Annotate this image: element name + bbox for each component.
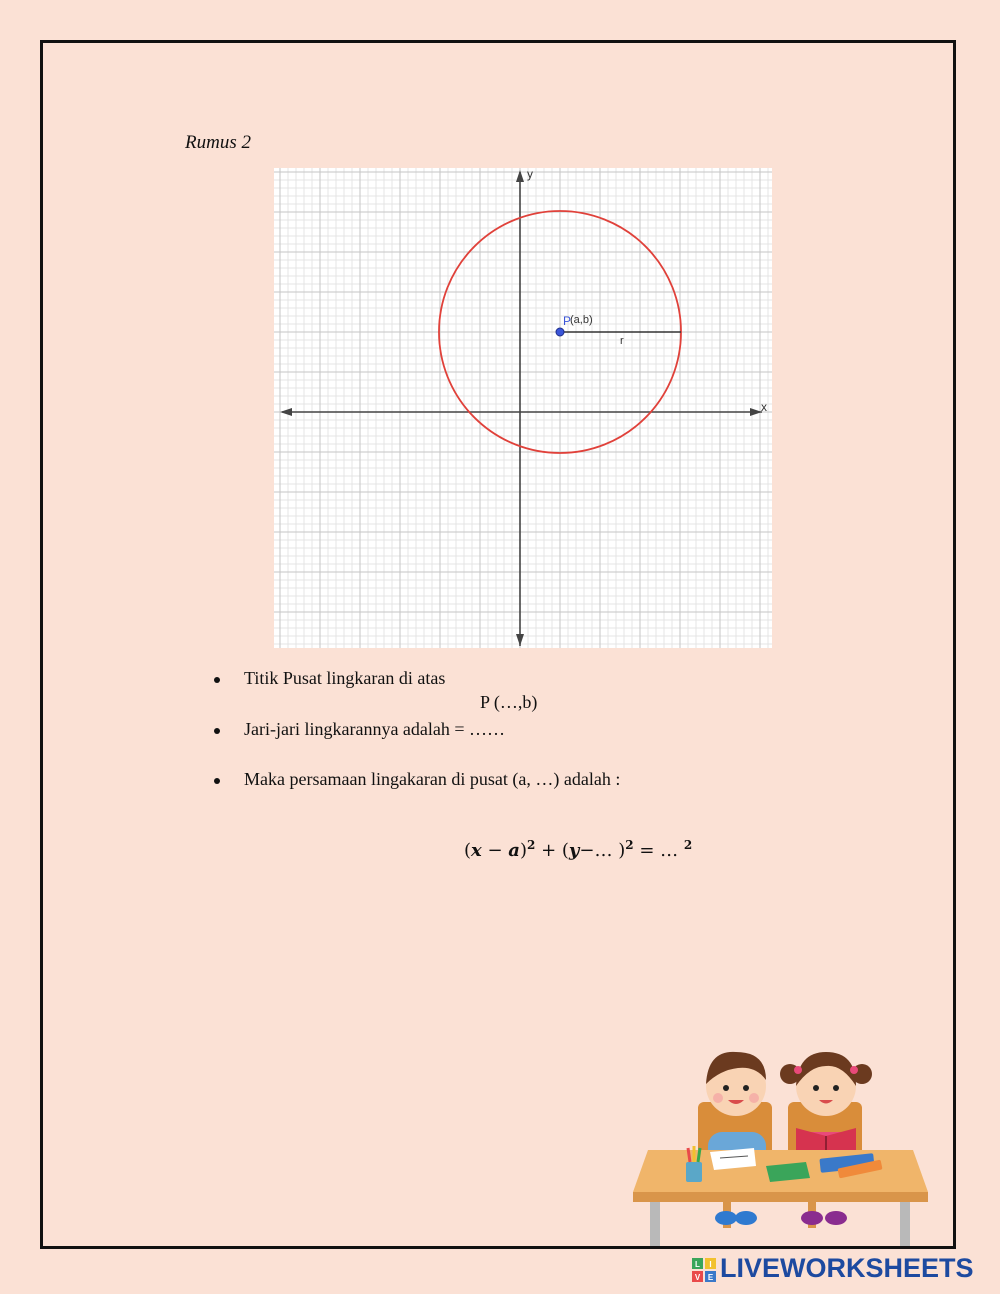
section-heading: Rumus 2 [185, 132, 251, 153]
y-axis-label: y [527, 168, 533, 181]
formula-a: 𝒂 [508, 840, 520, 861]
formula-y: 𝒚 [568, 840, 580, 861]
circle-graph [274, 168, 772, 648]
svg-text:L: L [695, 1260, 700, 1269]
x-axis-label: x [761, 400, 767, 414]
bullet-dot [214, 728, 220, 734]
center-answer: P (…,b) [480, 692, 538, 712]
liveworksheets-logo-icon [692, 1258, 716, 1282]
bullet-dot [214, 677, 220, 683]
center-label-coords: (a,b) [570, 314, 593, 326]
formula-x: 𝒙 [471, 840, 482, 861]
bullet-text: Maka persamaan lingakaran di pusat (a, …) adalah : [244, 769, 621, 789]
bullet-text: Jari-jari lingkarannya adalah = …… [244, 719, 506, 739]
center-point [556, 328, 564, 336]
center-label-letter: P [563, 314, 572, 328]
formula-blank: −… [579, 840, 619, 861]
bullet-text: Titik Pusat lingkaran di atas [244, 668, 446, 688]
svg-text:V: V [694, 1273, 701, 1282]
liveworksheets-brand[interactable]: LIVEWORKSHEETS [720, 1253, 974, 1283]
kids-studying-illustration [628, 1040, 933, 1250]
svg-text:E: E [707, 1273, 714, 1282]
bullet-dot [214, 778, 220, 784]
radius-label: r [620, 335, 624, 347]
circle-equation: (𝒙 − 𝒂)$^2$ + (𝒚−… )$^2$ = … $^2$ [464, 838, 693, 861]
svg-text:I: I [709, 1260, 712, 1269]
